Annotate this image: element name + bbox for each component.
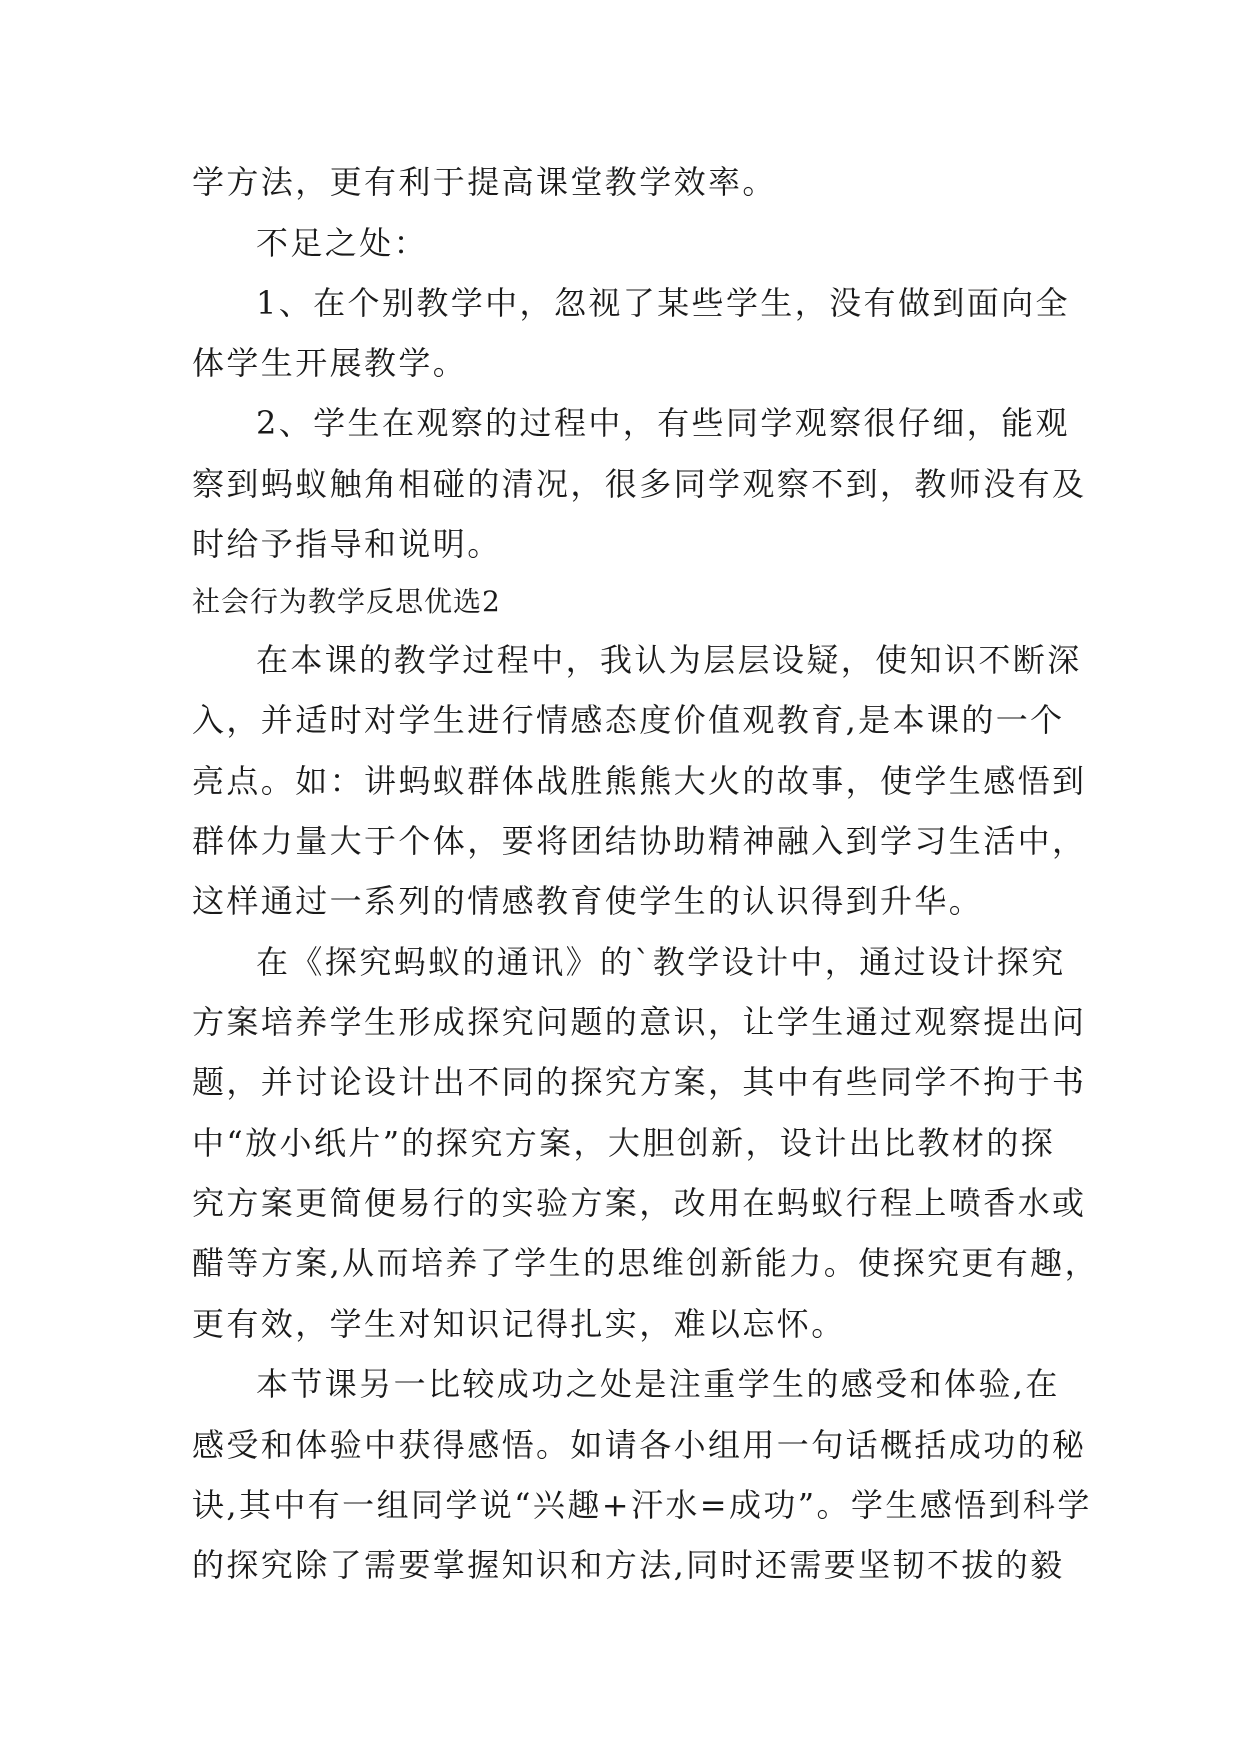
paragraph-line: 学方法，更有利于提高课堂教学效率。 bbox=[192, 163, 777, 201]
paragraph-line: 这样通过一系列的情感教育使学生的认识得到升华。 bbox=[192, 882, 984, 920]
paragraph-line: 1、在个别教学中，忽视了某些学生，没有做到面向全 bbox=[256, 284, 1070, 322]
paragraph-line: 亮点。如：讲蚂蚁群体战胜熊熊大火的故事，使学生感悟到 bbox=[192, 762, 1087, 800]
paragraph-line: 在《探究蚂蚁的通讯》的`教学设计中，通过设计探究 bbox=[256, 943, 1066, 981]
paragraph-line: 诀,其中有一组同学说“兴趣+汗水=成功”。学生感悟到科学 bbox=[192, 1486, 1092, 1524]
paragraph-line: 体学生开展教学。 bbox=[192, 344, 468, 382]
paragraph-line: 本节课另一比较成功之处是注重学生的感受和体验,在 bbox=[256, 1365, 1060, 1403]
paragraph-line: 中“放小纸片”的探究方案，大胆创新，设计出比教材的探 bbox=[192, 1124, 1056, 1162]
paragraph-line: 入，并适时对学生进行情感态度价值观教育,是本课的一个 bbox=[192, 701, 1065, 739]
section-heading: 社会行为教学反思优选2 bbox=[192, 585, 501, 618]
paragraph-line: 的探究除了需要掌握知识和方法,同时还需要坚韧不拔的毅 bbox=[192, 1546, 1065, 1584]
paragraph-line: 察到蚂蚁触角相碰的清况，很多同学观察不到，教师没有及 bbox=[192, 465, 1087, 503]
paragraph-line: 2、学生在观察的过程中，有些同学观察很仔细，能观 bbox=[256, 404, 1070, 442]
paragraph-line: 在本课的教学过程中，我认为层层设疑，使知识不断深 bbox=[256, 641, 1082, 679]
paragraph-line: 群体力量大于个体，要将团结协助精神融入到学习生活中， bbox=[192, 822, 1087, 860]
paragraph-line: 醋等方案,从而培养了学生的思维创新能力。使探究更有趣， bbox=[192, 1244, 1099, 1282]
paragraph-line: 方案培养学生形成探究问题的意识，让学生通过观察提出问 bbox=[192, 1003, 1087, 1041]
section-label-shortcomings: 不足之处： bbox=[256, 224, 429, 262]
paragraph-line: 题，并讨论设计出不同的探究方案，其中有些同学不拘于书 bbox=[192, 1063, 1087, 1101]
paragraph-line: 更有效，学生对知识记得扎实，难以忘怀。 bbox=[192, 1305, 846, 1343]
paragraph-line: 时给予指导和说明。 bbox=[192, 525, 502, 563]
paragraph-line: 究方案更简便易行的实验方案，改用在蚂蚁行程上喷香水或 bbox=[192, 1184, 1087, 1222]
paragraph-line: 感受和体验中获得感悟。如请各小组用一句话概括成功的秘 bbox=[192, 1426, 1087, 1464]
